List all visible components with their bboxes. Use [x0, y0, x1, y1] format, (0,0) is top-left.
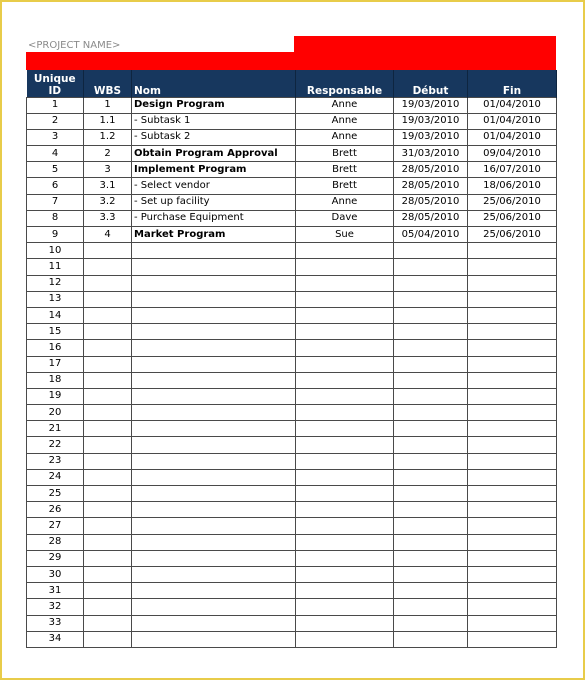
- table-row: [27, 631, 557, 647]
- cell-end[interactable]: [468, 259, 557, 275]
- cell-start[interactable]: [394, 291, 468, 307]
- cell-end[interactable]: [468, 550, 557, 566]
- project-name-label[interactable]: <PROJECT NAME>: [28, 40, 121, 51]
- cell-start[interactable]: 19/03/2010: [394, 129, 468, 145]
- cell-end[interactable]: 25/06/2010: [468, 210, 557, 226]
- col-header-responsable: Responsable: [296, 70, 394, 97]
- cell-name[interactable]: [132, 469, 296, 485]
- cell-unique-id[interactable]: 12: [27, 275, 84, 291]
- cell-end[interactable]: [468, 615, 557, 631]
- cell-start[interactable]: [394, 615, 468, 631]
- cell-start[interactable]: 19/03/2010: [394, 97, 468, 113]
- table-row: [27, 113, 557, 129]
- cell-name[interactable]: [132, 356, 296, 372]
- table-row: [27, 97, 557, 113]
- cell-unique-id[interactable]: 24: [27, 469, 84, 485]
- cell-unique-id[interactable]: 22: [27, 437, 84, 453]
- cell-unique-id[interactable]: 6: [27, 178, 84, 194]
- cell-name[interactable]: [132, 599, 296, 615]
- cell-name[interactable]: [132, 518, 296, 534]
- cell-end[interactable]: [468, 583, 557, 599]
- cell-responsable[interactable]: [296, 566, 394, 582]
- cell-wbs[interactable]: 2: [84, 146, 132, 162]
- table-row: [27, 453, 557, 469]
- cell-wbs[interactable]: [84, 388, 132, 404]
- cell-end[interactable]: [468, 631, 557, 647]
- cell-start[interactable]: [394, 518, 468, 534]
- cell-end[interactable]: 25/06/2010: [468, 227, 557, 243]
- table-row: [27, 502, 557, 518]
- cell-end[interactable]: [468, 534, 557, 550]
- cell-start[interactable]: [394, 453, 468, 469]
- cell-start[interactable]: 28/05/2010: [394, 194, 468, 210]
- cell-name[interactable]: [132, 566, 296, 582]
- cell-end[interactable]: [468, 388, 557, 404]
- cell-wbs[interactable]: [84, 324, 132, 340]
- table-row: [27, 259, 557, 275]
- col-header-wbs: WBS: [84, 70, 132, 97]
- table-row: [27, 129, 557, 145]
- cell-start[interactable]: 19/03/2010: [394, 113, 468, 129]
- cell-start[interactable]: 28/05/2010: [394, 210, 468, 226]
- table-row: [27, 615, 557, 631]
- cell-responsable[interactable]: Anne: [296, 194, 394, 210]
- cell-responsable[interactable]: Sue: [296, 227, 394, 243]
- cell-wbs[interactable]: [84, 583, 132, 599]
- cell-responsable[interactable]: [296, 518, 394, 534]
- cell-responsable[interactable]: Anne: [296, 129, 394, 145]
- table-row: [27, 405, 557, 421]
- cell-wbs[interactable]: [84, 307, 132, 323]
- cell-responsable[interactable]: [296, 324, 394, 340]
- cell-start[interactable]: [394, 259, 468, 275]
- cell-responsable[interactable]: [296, 275, 394, 291]
- project-plan-table: [26, 70, 557, 648]
- cell-unique-id[interactable]: 21: [27, 421, 84, 437]
- cell-unique-id[interactable]: 7: [27, 194, 84, 210]
- cell-start[interactable]: [394, 566, 468, 582]
- cell-start[interactable]: [394, 502, 468, 518]
- cell-responsable[interactable]: [296, 388, 394, 404]
- cell-wbs[interactable]: [84, 615, 132, 631]
- cell-unique-id[interactable]: 26: [27, 502, 84, 518]
- cell-start[interactable]: [394, 421, 468, 437]
- cell-end[interactable]: [468, 356, 557, 372]
- cell-responsable[interactable]: Brett: [296, 146, 394, 162]
- cell-start[interactable]: [394, 275, 468, 291]
- cell-end[interactable]: 25/06/2010: [468, 194, 557, 210]
- cell-start[interactable]: [394, 372, 468, 388]
- cell-responsable[interactable]: [296, 599, 394, 615]
- cell-name[interactable]: [132, 291, 296, 307]
- cell-name[interactable]: [132, 486, 296, 502]
- title-red-block: [294, 36, 556, 52]
- cell-name[interactable]: - Select vendor: [132, 178, 296, 194]
- cell-end[interactable]: [468, 437, 557, 453]
- cell-unique-id[interactable]: 17: [27, 356, 84, 372]
- table-row: [27, 388, 557, 404]
- cell-end[interactable]: [468, 324, 557, 340]
- table-row: [27, 340, 557, 356]
- cell-end[interactable]: [468, 453, 557, 469]
- table-row: [27, 518, 557, 534]
- cell-end[interactable]: 09/04/2010: [468, 146, 557, 162]
- cell-name[interactable]: - Subtask 1: [132, 113, 296, 129]
- cell-responsable[interactable]: [296, 356, 394, 372]
- cell-end[interactable]: 01/04/2010: [468, 129, 557, 145]
- cell-end[interactable]: 16/07/2010: [468, 162, 557, 178]
- cell-responsable[interactable]: Brett: [296, 162, 394, 178]
- cell-responsable[interactable]: [296, 550, 394, 566]
- cell-start[interactable]: [394, 599, 468, 615]
- table-row: [27, 227, 557, 243]
- table-row: [27, 210, 557, 226]
- table-row: [27, 146, 557, 162]
- cell-wbs[interactable]: 3.2: [84, 194, 132, 210]
- table-row: [27, 566, 557, 582]
- cell-start[interactable]: [394, 340, 468, 356]
- cell-unique-id[interactable]: 33: [27, 615, 84, 631]
- cell-name[interactable]: [132, 243, 296, 259]
- cell-start[interactable]: 05/04/2010: [394, 227, 468, 243]
- cell-end[interactable]: [468, 518, 557, 534]
- cell-responsable[interactable]: [296, 631, 394, 647]
- cell-wbs[interactable]: [84, 566, 132, 582]
- cell-end[interactable]: [468, 307, 557, 323]
- cell-end[interactable]: [468, 275, 557, 291]
- cell-start[interactable]: 28/05/2010: [394, 162, 468, 178]
- cell-wbs[interactable]: [84, 259, 132, 275]
- cell-start[interactable]: 31/03/2010: [394, 146, 468, 162]
- cell-responsable[interactable]: [296, 340, 394, 356]
- cell-unique-id[interactable]: 1: [27, 97, 84, 113]
- cell-end[interactable]: [468, 486, 557, 502]
- cell-wbs[interactable]: [84, 243, 132, 259]
- col-header-unique-id: Unique ID: [27, 70, 84, 97]
- col-header-debut: Début: [394, 70, 468, 97]
- cell-end[interactable]: [468, 340, 557, 356]
- cell-unique-id[interactable]: 3: [27, 129, 84, 145]
- col-header-fin: Fin: [468, 70, 557, 97]
- cell-end[interactable]: [468, 502, 557, 518]
- cell-start[interactable]: [394, 356, 468, 372]
- cell-name[interactable]: [132, 437, 296, 453]
- cell-start[interactable]: [394, 631, 468, 647]
- cell-unique-id[interactable]: 25: [27, 486, 84, 502]
- cell-unique-id[interactable]: 2: [27, 113, 84, 129]
- cell-unique-id[interactable]: 27: [27, 518, 84, 534]
- table-row: [27, 178, 557, 194]
- cell-wbs[interactable]: 1: [84, 97, 132, 113]
- table-row: [27, 324, 557, 340]
- cell-wbs[interactable]: [84, 502, 132, 518]
- cell-unique-id[interactable]: 19: [27, 388, 84, 404]
- cell-responsable[interactable]: [296, 372, 394, 388]
- cell-unique-id[interactable]: 10: [27, 243, 84, 259]
- cell-unique-id[interactable]: 9: [27, 227, 84, 243]
- cell-unique-id[interactable]: 30: [27, 566, 84, 582]
- cell-unique-id[interactable]: 8: [27, 210, 84, 226]
- cell-wbs[interactable]: [84, 437, 132, 453]
- cell-responsable[interactable]: [296, 243, 394, 259]
- cell-start[interactable]: [394, 550, 468, 566]
- cell-name[interactable]: - Purchase Equipment: [132, 210, 296, 226]
- cell-unique-id[interactable]: 32: [27, 599, 84, 615]
- cell-responsable[interactable]: [296, 405, 394, 421]
- cell-name[interactable]: - Set up facility: [132, 194, 296, 210]
- cell-wbs[interactable]: 3.1: [84, 178, 132, 194]
- cell-unique-id[interactable]: 4: [27, 146, 84, 162]
- table-row: [27, 421, 557, 437]
- cell-name[interactable]: [132, 324, 296, 340]
- cell-responsable[interactable]: [296, 291, 394, 307]
- cell-wbs[interactable]: [84, 534, 132, 550]
- cell-start[interactable]: 28/05/2010: [394, 178, 468, 194]
- cell-unique-id[interactable]: 29: [27, 550, 84, 566]
- cell-wbs[interactable]: [84, 486, 132, 502]
- cell-name[interactable]: Market Program: [132, 227, 296, 243]
- cell-wbs[interactable]: 3: [84, 162, 132, 178]
- cell-responsable[interactable]: [296, 534, 394, 550]
- cell-responsable[interactable]: Anne: [296, 113, 394, 129]
- cell-end[interactable]: [468, 599, 557, 615]
- cell-name[interactable]: Design Program: [132, 97, 296, 113]
- table-row: [27, 372, 557, 388]
- cell-responsable[interactable]: [296, 453, 394, 469]
- cell-responsable[interactable]: [296, 583, 394, 599]
- cell-start[interactable]: [394, 307, 468, 323]
- cell-start[interactable]: [394, 437, 468, 453]
- cell-name[interactable]: [132, 307, 296, 323]
- cell-end[interactable]: [468, 566, 557, 582]
- cell-wbs[interactable]: [84, 356, 132, 372]
- cell-end[interactable]: [468, 405, 557, 421]
- cell-responsable[interactable]: Brett: [296, 178, 394, 194]
- cell-responsable[interactable]: [296, 437, 394, 453]
- table-row: [27, 275, 557, 291]
- cell-unique-id[interactable]: 23: [27, 453, 84, 469]
- table-row: [27, 162, 557, 178]
- cell-name[interactable]: [132, 453, 296, 469]
- cell-name[interactable]: [132, 583, 296, 599]
- cell-wbs[interactable]: [84, 421, 132, 437]
- cell-unique-id[interactable]: 16: [27, 340, 84, 356]
- cell-start[interactable]: [394, 388, 468, 404]
- cell-responsable[interactable]: [296, 486, 394, 502]
- cell-unique-id[interactable]: 11: [27, 259, 84, 275]
- cell-wbs[interactable]: [84, 340, 132, 356]
- cell-start[interactable]: [394, 486, 468, 502]
- cell-responsable[interactable]: [296, 469, 394, 485]
- cell-end[interactable]: [468, 243, 557, 259]
- cell-name[interactable]: [132, 421, 296, 437]
- table-row: [27, 486, 557, 502]
- cell-responsable[interactable]: [296, 259, 394, 275]
- cell-unique-id[interactable]: 13: [27, 291, 84, 307]
- cell-name[interactable]: [132, 502, 296, 518]
- table-row: [27, 469, 557, 485]
- table-row: [27, 550, 557, 566]
- cell-responsable[interactable]: [296, 615, 394, 631]
- cell-responsable[interactable]: [296, 421, 394, 437]
- cell-start[interactable]: [394, 405, 468, 421]
- cell-name[interactable]: [132, 631, 296, 647]
- table-row: [27, 583, 557, 599]
- table-row: [27, 194, 557, 210]
- cell-name[interactable]: [132, 550, 296, 566]
- header-row: [27, 70, 557, 97]
- cell-start[interactable]: [394, 534, 468, 550]
- cell-wbs[interactable]: [84, 291, 132, 307]
- cell-unique-id[interactable]: 15: [27, 324, 84, 340]
- cell-wbs[interactable]: [84, 469, 132, 485]
- cell-end[interactable]: 01/04/2010: [468, 113, 557, 129]
- cell-wbs[interactable]: [84, 518, 132, 534]
- table-row: [27, 534, 557, 550]
- cell-wbs[interactable]: [84, 550, 132, 566]
- table-row: [27, 437, 557, 453]
- cell-start[interactable]: [394, 243, 468, 259]
- cell-unique-id[interactable]: 34: [27, 631, 84, 647]
- cell-end[interactable]: [468, 421, 557, 437]
- table-row: [27, 356, 557, 372]
- cell-name[interactable]: [132, 340, 296, 356]
- cell-wbs[interactable]: [84, 372, 132, 388]
- cell-end[interactable]: [468, 291, 557, 307]
- cell-wbs[interactable]: [84, 405, 132, 421]
- cell-name[interactable]: [132, 372, 296, 388]
- cell-wbs[interactable]: [84, 453, 132, 469]
- cell-end[interactable]: [468, 469, 557, 485]
- table-row: [27, 291, 557, 307]
- cell-name[interactable]: [132, 275, 296, 291]
- cell-unique-id[interactable]: 31: [27, 583, 84, 599]
- cell-unique-id[interactable]: 14: [27, 307, 84, 323]
- cell-name[interactable]: [132, 405, 296, 421]
- cell-end[interactable]: [468, 372, 557, 388]
- cell-unique-id[interactable]: 28: [27, 534, 84, 550]
- table-body: [27, 97, 557, 647]
- cell-name[interactable]: [132, 615, 296, 631]
- table-row: [27, 307, 557, 323]
- cell-wbs[interactable]: 1.2: [84, 129, 132, 145]
- table-row: [27, 599, 557, 615]
- cell-start[interactable]: [394, 583, 468, 599]
- cell-wbs[interactable]: 3.3: [84, 210, 132, 226]
- cell-responsable[interactable]: [296, 502, 394, 518]
- cell-name[interactable]: [132, 259, 296, 275]
- cell-unique-id[interactable]: 20: [27, 405, 84, 421]
- cell-end[interactable]: 01/04/2010: [468, 97, 557, 113]
- cell-start[interactable]: [394, 324, 468, 340]
- cell-wbs[interactable]: [84, 631, 132, 647]
- cell-responsable[interactable]: Dave: [296, 210, 394, 226]
- cell-start[interactable]: [394, 469, 468, 485]
- col-header-nom: Nom: [132, 70, 296, 97]
- cell-wbs[interactable]: [84, 599, 132, 615]
- cell-name[interactable]: Obtain Program Approval: [132, 146, 296, 162]
- title-red-band: [26, 52, 556, 70]
- cell-name[interactable]: [132, 534, 296, 550]
- cell-wbs[interactable]: [84, 275, 132, 291]
- cell-end[interactable]: 18/06/2010: [468, 178, 557, 194]
- cell-name[interactable]: Implement Program: [132, 162, 296, 178]
- table-row: [27, 243, 557, 259]
- cell-unique-id[interactable]: 18: [27, 372, 84, 388]
- cell-unique-id[interactable]: 5: [27, 162, 84, 178]
- cell-responsable[interactable]: Anne: [296, 97, 394, 113]
- cell-wbs[interactable]: 4: [84, 227, 132, 243]
- cell-responsable[interactable]: [296, 307, 394, 323]
- cell-name[interactable]: - Subtask 2: [132, 129, 296, 145]
- cell-name[interactable]: [132, 388, 296, 404]
- cell-wbs[interactable]: 1.1: [84, 113, 132, 129]
